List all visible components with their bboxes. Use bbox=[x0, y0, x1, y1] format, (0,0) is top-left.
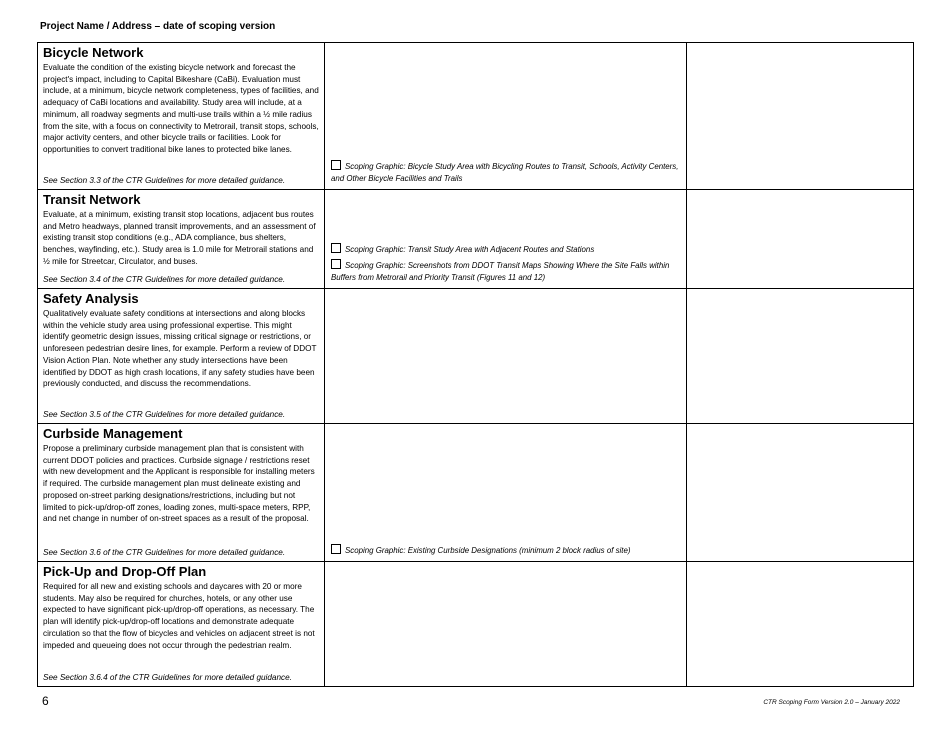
comments-cell[interactable] bbox=[687, 424, 914, 562]
section-description-cell bbox=[38, 562, 325, 687]
section-body: Required for all new and existing schools and daycares with 20 or more students. May also be required for churches, hotels, or any other use expected to have significant pick-up/drop-off operations, as necessary. The plan will identify pick-up/drop-off locations and demonstrate adequate circulation so that the flow of bicycles and vehicles on adjacent street is not impeded and queueing does not occur through the pedestrian realm. bbox=[43, 582, 315, 650]
scoping-graphics-cell bbox=[325, 562, 687, 687]
section-body: Evaluate the condition of the existing bicycle network and forecast the project's impact, including to Capital Bikeshare (CaBi). Evaluation must include, at a minimum, bicycle network completeness, types of facilities, and adequacy of CaBi locations and availability. Study area will include, at a minimum, all roadway segments and multi-use trails within a ½ mile radius from the site, with a focus on connectivity to Metrorail, transit stops, schools, major activity centers, and other bicycle trails or facilities. Look for opportunities to convert traditional bike lanes to protected bike lanes. bbox=[43, 63, 319, 154]
section-body: Propose a preliminary curbside management plan that is consistent with current DDOT policies and practices. Curbside signage / restrictions reset with new development and the Applicant is responsible for installing meters if required. The curbside management plan must delineate existing and proposed on-street parking designations/restrictions, including but not limited to pick-up/drop-off zones, loading zones, multi-space meters, RPP, and net change in number of on-street spaces as a result of the proposal. bbox=[43, 444, 315, 524]
scoping-graphic-item bbox=[331, 160, 682, 185]
scoping-graphic-item bbox=[331, 243, 682, 256]
comments-cell[interactable] bbox=[687, 289, 914, 424]
scoping-form-table bbox=[37, 42, 914, 687]
section-row bbox=[38, 424, 914, 562]
section-reference: See Section 3.6.4 of the CTR Guidelines for more detailed guidance. bbox=[43, 673, 292, 682]
section-reference: See Section 3.3 of the CTR Guidelines for more detailed guidance. bbox=[43, 176, 286, 185]
comments-cell[interactable] bbox=[687, 43, 914, 190]
checkbox[interactable] bbox=[331, 243, 341, 253]
scoping-graphic-item bbox=[331, 544, 682, 557]
section-title: Transit Network bbox=[43, 192, 141, 207]
scoping-graphics-cell bbox=[325, 424, 687, 562]
scoping-graphic-label: Scoping Graphic: Bicycle Study Area with Bicycling Routes to Transit, Schools, Activity Centers, and Other Bicycle Facilities and Trails bbox=[331, 162, 679, 183]
scoping-graphic-label: Scoping Graphic: Screenshots from DDOT Transit Maps Showing Where the Site Falls within Buffers from Metrorail and Priority Transit (Figures 11 and 12) bbox=[331, 261, 670, 282]
page-number: 6 bbox=[42, 694, 49, 708]
section-title: Safety Analysis bbox=[43, 291, 139, 306]
scoping-graphics-cell bbox=[325, 190, 687, 289]
section-body: Evaluate, at a minimum, existing transit stop locations, adjacent bus routes and Metro headways, planned transit improvements, and an assessment of existing transit stop conditions (e.g., ADA compliance, bus shelters, benches, wayfinding, etc.). Study area is 1.0 mile for Metrorail stations and ½ mile for Streetcar, Circulator, and buses. bbox=[43, 210, 316, 266]
page-header: Project Name / Address – date of scoping version bbox=[40, 21, 276, 32]
section-row bbox=[38, 190, 914, 289]
scoping-graphic-label: Scoping Graphic: Existing Curbside Designations (minimum 2 block radius of site) bbox=[345, 546, 631, 555]
section-description-cell bbox=[38, 424, 325, 562]
scoping-graphic-item bbox=[331, 259, 682, 284]
section-reference: See Section 3.4 of the CTR Guidelines for more detailed guidance. bbox=[43, 275, 286, 284]
scoping-graphics-cell bbox=[325, 289, 687, 424]
section-reference: See Section 3.6 of the CTR Guidelines for more detailed guidance. bbox=[43, 548, 286, 557]
section-row bbox=[38, 43, 914, 190]
section-reference: See Section 3.5 of the CTR Guidelines for more detailed guidance. bbox=[43, 410, 286, 419]
scoping-graphics-cell bbox=[325, 43, 687, 190]
section-title: Bicycle Network bbox=[43, 45, 144, 60]
scoping-graphic-label: Scoping Graphic: Transit Study Area with Adjacent Routes and Stations bbox=[345, 245, 595, 254]
section-description-cell bbox=[38, 289, 325, 424]
checkbox[interactable] bbox=[331, 544, 341, 554]
section-row bbox=[38, 289, 914, 424]
section-title: Pick-Up and Drop-Off Plan bbox=[43, 564, 207, 579]
section-row bbox=[38, 562, 914, 687]
checkbox[interactable] bbox=[331, 160, 341, 170]
section-description-cell bbox=[38, 43, 325, 190]
section-description-cell bbox=[38, 190, 325, 289]
form-version: CTR Scoping Form Version 2.0 – January 2022 bbox=[763, 699, 900, 706]
comments-cell[interactable] bbox=[687, 190, 914, 289]
checkbox[interactable] bbox=[331, 259, 341, 269]
section-body: Qualitatively evaluate safety conditions at intersections and along blocks within the vehicle study area using professional expertise. This might identify geometric design issues, missing critical signage or restrictions, or unforeseen pedestrian desire lines, for example. Perform a review of DDOT Vision Action Plan. Note whether any study intersections have been identified by DDOT as high crash locations, if any safety studies have been previously conducted, and discuss the recommendations. bbox=[43, 309, 317, 389]
section-title: Curbside Management bbox=[43, 426, 183, 441]
comments-cell[interactable] bbox=[687, 562, 914, 687]
